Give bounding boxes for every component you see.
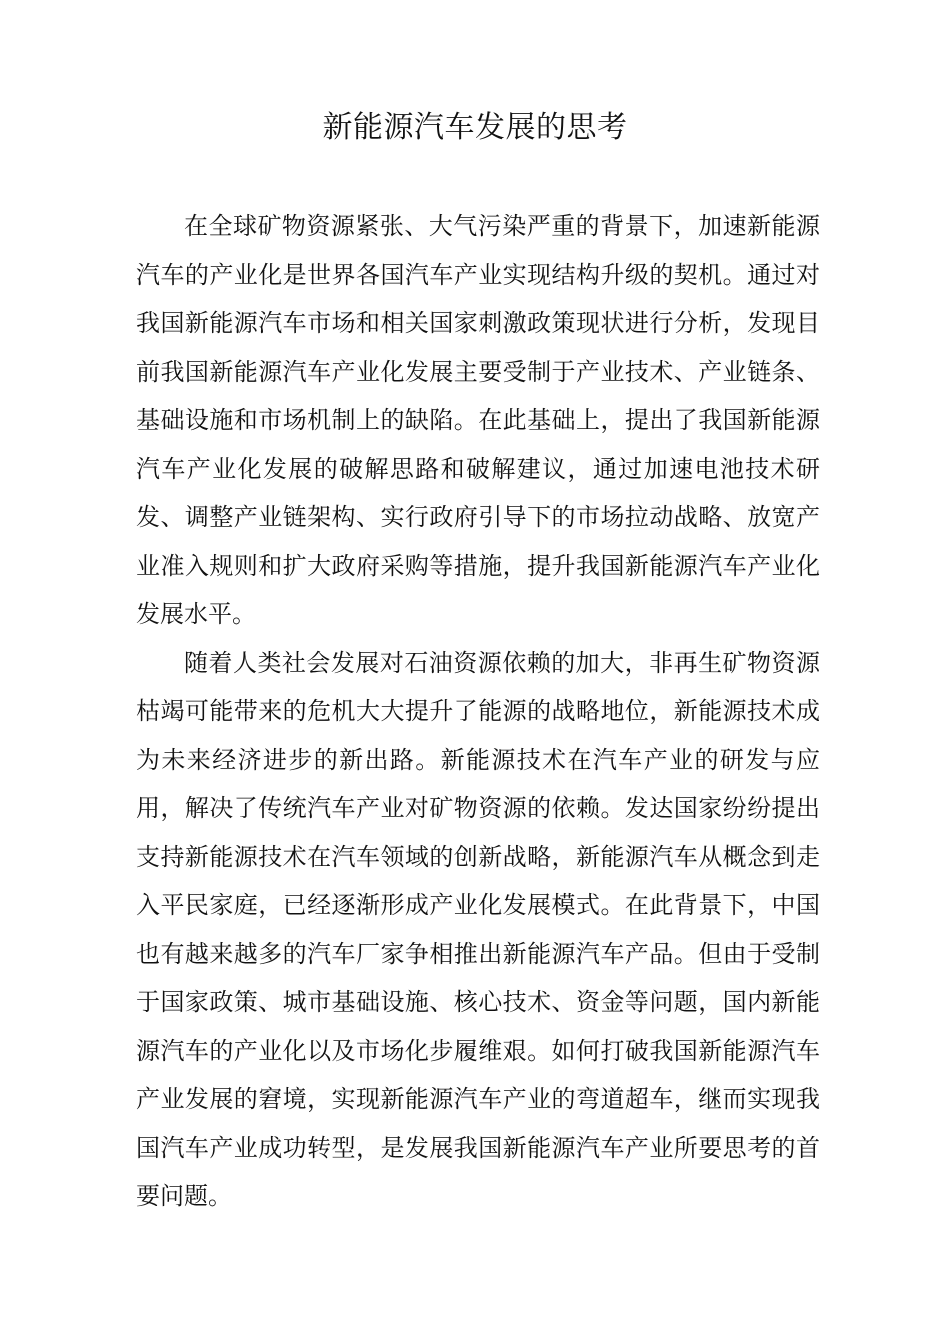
document-body xyxy=(136,202,820,1221)
paragraph-introduction: 随着人类社会发展对石油资源依赖的加大，非再生矿物资源枯竭可能带来的危机大大提升了能源的战略地位，新能源技术成为未来经济进步的新出路。新能源技术在汽车产业的研发与应用，解决了传统汽车产业对矿物资源的依赖。发达国家纷纷提出支持新能源技术在汽车领域的创新战略，新能源汽车从概念到走入平民家庭，已经逐渐形成产业化发展模式。在此背景下，中国也有越来越多的汽车厂家争相推出新能源汽车产品。但由于受制于国家政策、城市基础设施、核心技术、资金等问题，国内新能源汽车的产业化以及市场化步履维艰。如何打破我国新能源汽车产业发展的窘境，实现新能源汽车产业的弯道超车，继而实现我国汽车产业成功转型，是发展我国新能源汽车产业所要思考的首要问题。 xyxy=(136,648,820,1210)
paragraph-abstract: 在全球矿物资源紧张、大气污染严重的背景下，加速新能源汽车的产业化是世界各国汽车产业实现结构升级的契机。通过对我国新能源汽车市场和相关国家刺激政策现状进行分析，发现目前我国新能源汽车产业化发展主要受制于产业技术、产业链条、基础设施和市场机制上的缺陷。在此基础上，提出了我国新能源汽车产业化发展的破解思路和破解建议，通过加速电池技术研发、调整产业链架构、实行政府引导下的市场拉动战略、放宽产业准入规则和扩大政府采购等措施，提升我国新能源汽车产业化发展水平。 xyxy=(136,212,820,628)
document-title: 新能源汽车发展的思考 xyxy=(322,110,628,145)
